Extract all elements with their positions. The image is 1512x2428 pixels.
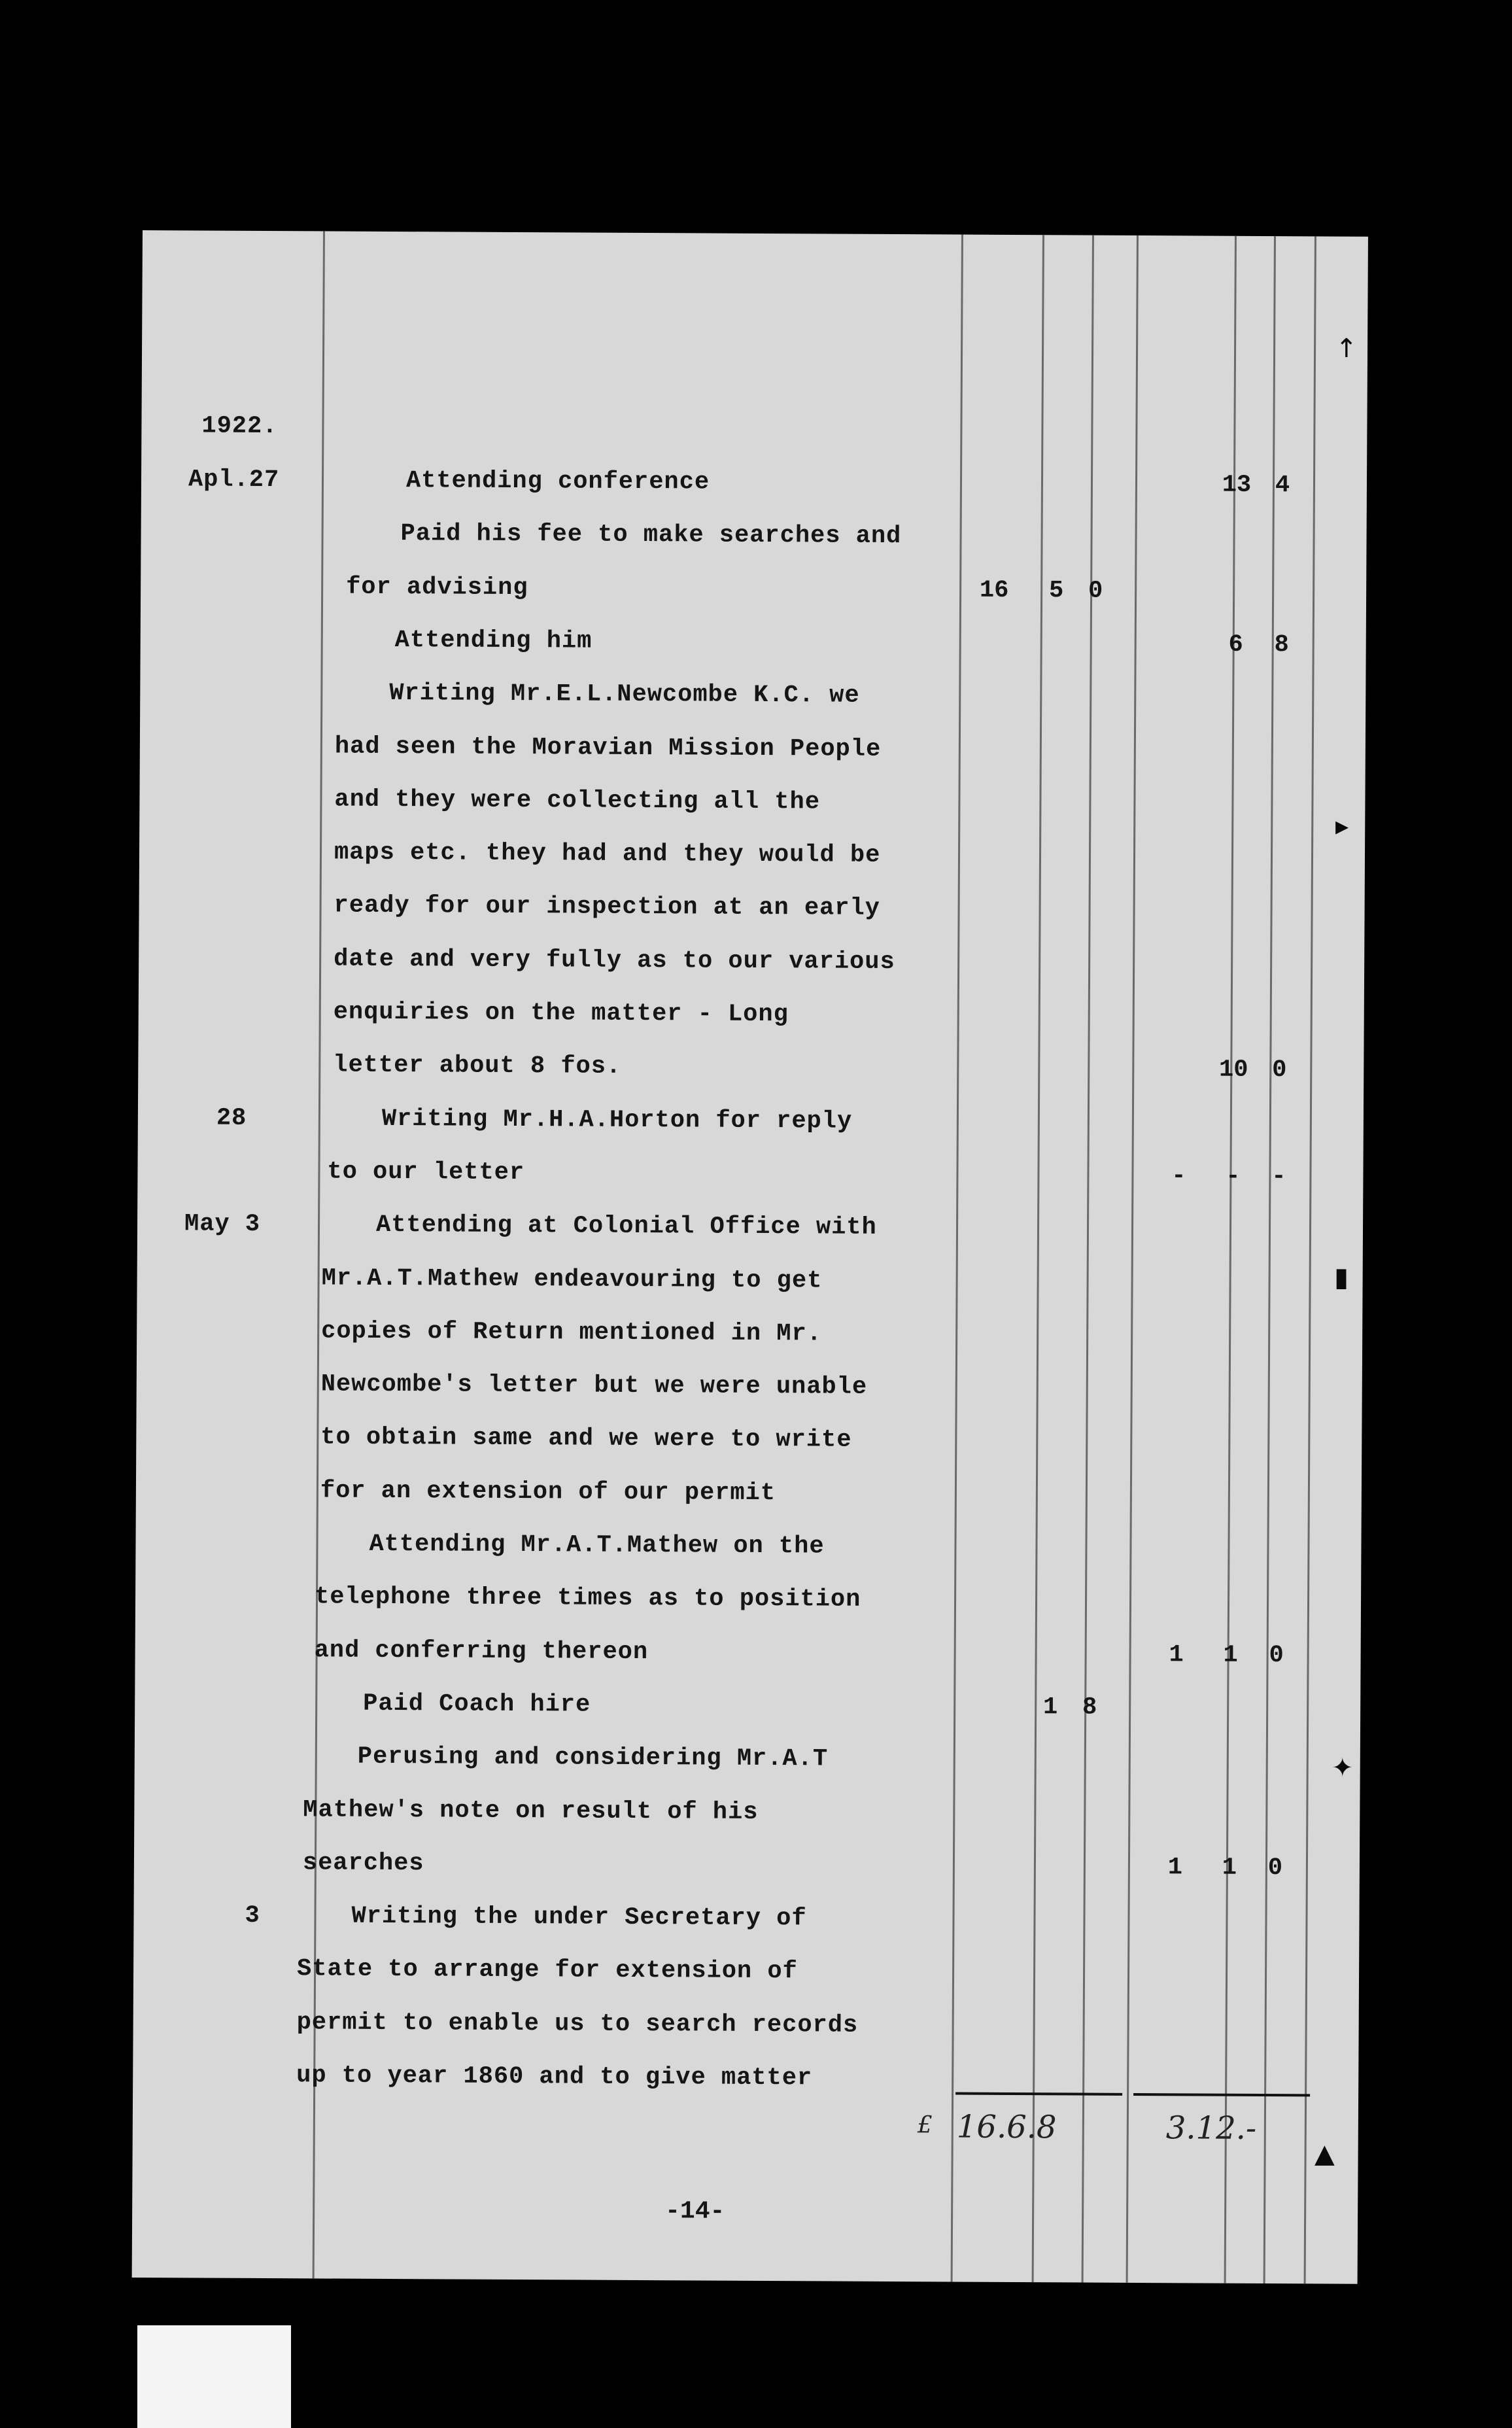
handwritten-total-1: 16.6.8 — [956, 2108, 1057, 2146]
entry-text-line: had seen the Moravian Mission People — [334, 733, 882, 763]
year: 1922. — [201, 412, 278, 441]
entry-text-line: Writing the under Secretary of — [351, 1902, 807, 1933]
entry-amount: 16 — [979, 576, 1009, 604]
page-number: -14- — [665, 2197, 725, 2226]
entry-amount: 0 — [1272, 1056, 1287, 1084]
entry-text-line: State to arrange for extension of — [296, 1955, 798, 1986]
entry-text-line: copies of Return mentioned in Mr. — [321, 1317, 823, 1348]
entry-amount: - — [1226, 1162, 1241, 1190]
amount-column-rule — [1224, 236, 1237, 2283]
entry-amount: 1 — [1167, 1854, 1183, 1882]
entry-text-line: letter about 8 fos. — [333, 1051, 622, 1081]
entry-amount: 1 — [1223, 1641, 1238, 1669]
entry-amount: 1 — [1222, 1854, 1237, 1882]
entry-text-line: Perusing and considering Mr.A.T — [357, 1743, 829, 1773]
entry-text-line: and they were collecting all the — [334, 786, 821, 816]
entry-text-line: Paid his fee to make searches and — [400, 520, 902, 551]
entry-text-line: for advising — [346, 573, 528, 602]
handwritten-pound-sign: £ — [917, 2111, 933, 2139]
entry-text-line: to our letter — [327, 1158, 525, 1187]
margin-mark: ↑ — [1335, 334, 1358, 364]
ledger-page — [132, 230, 1368, 2284]
entry-text-line: maps etc. they had and they would be — [334, 839, 881, 870]
entry-amount: 0 — [1267, 1854, 1283, 1882]
margin-mark: ▲ — [1314, 2139, 1335, 2169]
amount-column-rule — [1082, 235, 1094, 2283]
margin-mark: ▸ — [1335, 811, 1349, 841]
entry-text-line: Attending conference — [405, 467, 710, 496]
entry-text-line: telephone three times as to position — [314, 1583, 861, 1614]
entry-amount: 13 — [1222, 471, 1252, 499]
entry-text-line: searches — [302, 1849, 424, 1878]
margin-mark: ▮ — [1334, 1262, 1349, 1292]
total-rule-left — [955, 2092, 1122, 2096]
entry-date: 3 — [245, 1901, 260, 1930]
entry-text-line: Writing Mr.H.A.Horton for reply — [381, 1105, 853, 1136]
entry-date: Apl.27 — [188, 466, 280, 494]
film-tab — [137, 2325, 291, 2428]
entry-date: May 3 — [184, 1210, 261, 1239]
entry-text-line: ready for our inspection at an early — [334, 892, 881, 923]
entry-amount: 6 — [1228, 631, 1243, 659]
entry-amount: 8 — [1274, 631, 1289, 659]
entry-text-line: Writing Mr.E.L.Newcombe K.C. we — [389, 680, 860, 710]
amount-column-rule — [1126, 235, 1139, 2283]
entry-amount: 1 — [1169, 1640, 1184, 1669]
entry-amount: 8 — [1082, 1693, 1097, 1722]
entry-text-line: and conferring thereon — [314, 1636, 649, 1666]
entry-text-line: Newcombe's letter but we were unable — [320, 1370, 868, 1401]
entry-amount: - — [1171, 1162, 1186, 1190]
handwritten-total-2: 3.12.- — [1165, 2109, 1257, 2147]
amount-column-rule — [1304, 236, 1316, 2283]
entry-text-line: Paid Coach hire — [363, 1690, 591, 1719]
entry-amount: 4 — [1275, 472, 1290, 500]
entry-text-line: Attending him — [394, 626, 593, 655]
entry-text-line: to obtain same and we were to write — [320, 1423, 852, 1455]
entry-text-line: permit to enable us to search records — [296, 2008, 859, 2039]
entry-text-line: Mathew's note on result of his — [303, 1795, 759, 1826]
entry-text-line: for an extension of our permit — [320, 1477, 776, 1507]
amount-column-rule — [1263, 236, 1276, 2283]
entry-amount: - — [1271, 1162, 1286, 1191]
entry-text-line: Attending Mr.A.T.Mathew on the — [369, 1530, 825, 1561]
entry-date: 28 — [216, 1104, 247, 1132]
entry-amount: 1 — [1042, 1693, 1058, 1722]
entry-text-line: enquiries on the matter - Long — [333, 998, 789, 1029]
entry-amount: 0 — [1269, 1641, 1284, 1669]
entry-text-line: date and very fully as to our various — [334, 945, 895, 976]
entry-amount: 0 — [1088, 577, 1103, 605]
margin-mark: ✦ — [1332, 1753, 1354, 1783]
total-rule-right — [1133, 2093, 1310, 2096]
entry-text-line: up to year 1860 and to give matter — [296, 2062, 813, 2092]
entry-text-line: Attending at Colonial Office with — [375, 1211, 877, 1242]
amount-column-rule — [1032, 235, 1044, 2282]
entry-amount: 5 — [1048, 576, 1064, 604]
entry-text-line: Mr.A.T.Mathew endeavouring to get — [321, 1264, 823, 1294]
amount-column-rule — [951, 235, 963, 2282]
entry-amount: 10 — [1218, 1056, 1248, 1084]
